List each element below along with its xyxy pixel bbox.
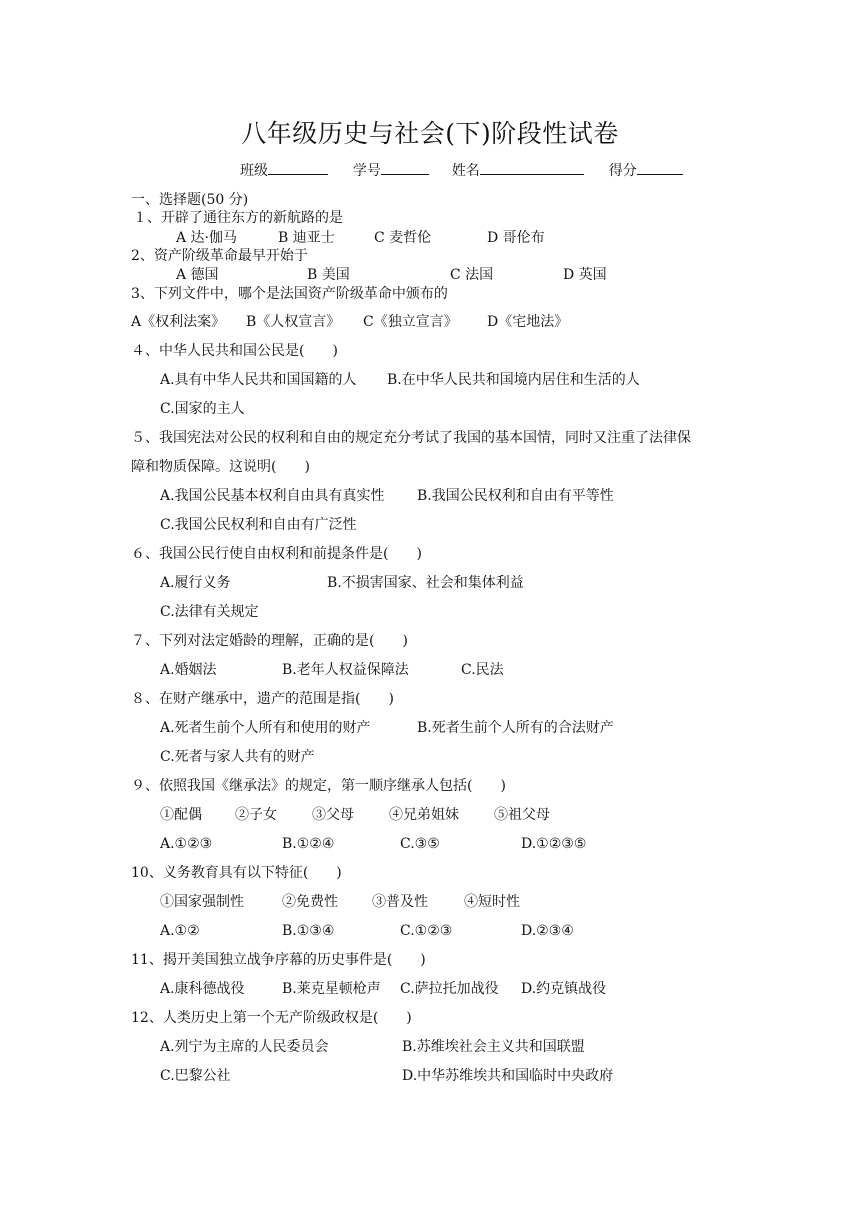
option[interactable]: C.法律有关规定 (160, 604, 259, 620)
score-blank[interactable] (637, 160, 683, 175)
question-stem: 2、资产阶级革命最早开始于 (131, 248, 308, 264)
option[interactable]: A.履行义务 (160, 575, 231, 591)
id-label: 学号 (352, 163, 381, 179)
option[interactable]: C.民法 (461, 662, 504, 678)
option[interactable]: C.萨拉托加战役 (400, 981, 499, 997)
name-label: 姓名 (451, 163, 480, 179)
statement-item: ④短时性 (464, 894, 520, 910)
option[interactable]: D 英国 (563, 267, 607, 283)
statement-item: ②免费性 (282, 894, 338, 910)
option[interactable]: A.①② (160, 923, 200, 939)
option[interactable]: B 美国 (307, 267, 350, 283)
option[interactable]: B.死者生前个人所有的合法财产 (417, 720, 614, 736)
option[interactable]: D.中华苏维埃共和国临时中央政府 (402, 1068, 614, 1084)
option[interactable]: A.婚姻法 (160, 662, 217, 678)
option[interactable]: C.巴黎公社 (160, 1068, 231, 1084)
option[interactable]: C.我国公民权利和自由有广泛性 (160, 517, 357, 533)
option[interactable]: D.①②③⑤ (521, 836, 587, 852)
option[interactable]: B.在中华人民共和国境内居住和生活的人 (387, 372, 640, 388)
statement-item: ⑤祖父母 (494, 807, 550, 823)
option[interactable]: C.国家的主人 (160, 401, 245, 417)
option[interactable]: B.我国公民权利和自由有平等性 (417, 488, 614, 504)
id-blank[interactable] (381, 160, 429, 175)
name-blank[interactable] (480, 160, 584, 175)
option[interactable]: B《人权宣言》 (246, 314, 341, 330)
class-blank[interactable] (268, 160, 328, 175)
option[interactable]: D 哥伦布 (487, 230, 545, 246)
question-stem: ７、下列对法定婚龄的理解，正确的是( ) (131, 633, 408, 649)
question-stem: ９、依照我国《继承法》的规定，第一顺序继承人包括( ) (131, 778, 506, 794)
option[interactable]: A.列宁为主席的人民委员会 (160, 1039, 329, 1055)
option[interactable]: B.①②④ (282, 836, 335, 852)
option[interactable]: B.①③④ (282, 923, 335, 939)
option[interactable]: B.不损害国家、社会和集体利益 (327, 575, 524, 591)
page-title: 八年级历史与社会(下)阶段性试卷 (241, 119, 619, 148)
statement-item: ①国家强制性 (160, 894, 244, 910)
statement-item: ③父母 (312, 807, 354, 823)
question-stem: 3、下列文件中，哪个是法国资产阶级革命中颁布的 (131, 286, 448, 302)
question-stem: ６、我国公民行使自由权利和前提条件是( ) (131, 546, 422, 562)
question-stem: ５、我国宪法对公民的权利和自由的规定充分考试了我国的基本国情，同时又注重了法律保 (131, 430, 691, 446)
option[interactable]: C 法国 (450, 267, 494, 283)
option[interactable]: A.我国公民基本权利自由具有真实性 (160, 488, 385, 504)
option[interactable]: D.②③④ (521, 923, 574, 939)
question-stem-continued: 障和物质保障。这说明( ) (131, 459, 310, 475)
question-stem: 11、揭开美国独立战争序幕的历史事件是( ) (131, 952, 426, 968)
question-stem: ８、在财产继承中，遗产的范围是指( ) (131, 691, 394, 707)
option[interactable]: B.老年人权益保障法 (282, 662, 409, 678)
option[interactable]: A.死者生前个人所有和使用的财产 (160, 720, 371, 736)
option[interactable]: B 迪亚士 (278, 230, 335, 246)
student-info-line (240, 160, 683, 181)
option[interactable]: A 德国 (176, 267, 219, 283)
statement-item: ②子女 (235, 807, 277, 823)
statement-item: ④兄弟姐妹 (389, 807, 459, 823)
option[interactable]: B.莱克星顿枪声 (282, 981, 381, 997)
question-stem: １、开辟了通往东方的新航路的是 (133, 210, 343, 226)
option[interactable]: C《独立宣言》 (363, 314, 458, 330)
option[interactable]: C.③⑤ (400, 836, 440, 852)
statement-item: ①配偶 (160, 807, 202, 823)
option[interactable]: A.①②③ (160, 836, 213, 852)
question-stem: ４、中华人民共和国公民是( ) (131, 343, 338, 359)
class-label: 班级 (240, 163, 268, 179)
option[interactable]: A.康科德战役 (160, 981, 245, 997)
section-heading: 一、选择题(50 分) (131, 192, 249, 208)
score-label: 得分 (608, 163, 637, 179)
option[interactable]: C.①②③ (400, 923, 453, 939)
statement-item: ③普及性 (372, 894, 428, 910)
option[interactable]: C.死者与家人共有的财产 (160, 749, 315, 765)
question-stem: 12、人类历史上第一个无产阶级政权是( ) (131, 1010, 412, 1026)
option[interactable]: A 达·伽马 (176, 230, 238, 246)
option[interactable]: A《权利法案》 (131, 314, 226, 330)
option[interactable]: B.苏维埃社会主义共和国联盟 (402, 1039, 585, 1055)
question-stem: 10、义务教育具有以下特征( ) (131, 865, 342, 881)
option[interactable]: A.具有中华人民共和国国籍的人 (160, 372, 357, 388)
option[interactable]: C 麦哲伦 (374, 230, 432, 246)
option[interactable]: D.约克镇战役 (521, 981, 607, 997)
option[interactable]: D《宅地法》 (487, 314, 569, 330)
